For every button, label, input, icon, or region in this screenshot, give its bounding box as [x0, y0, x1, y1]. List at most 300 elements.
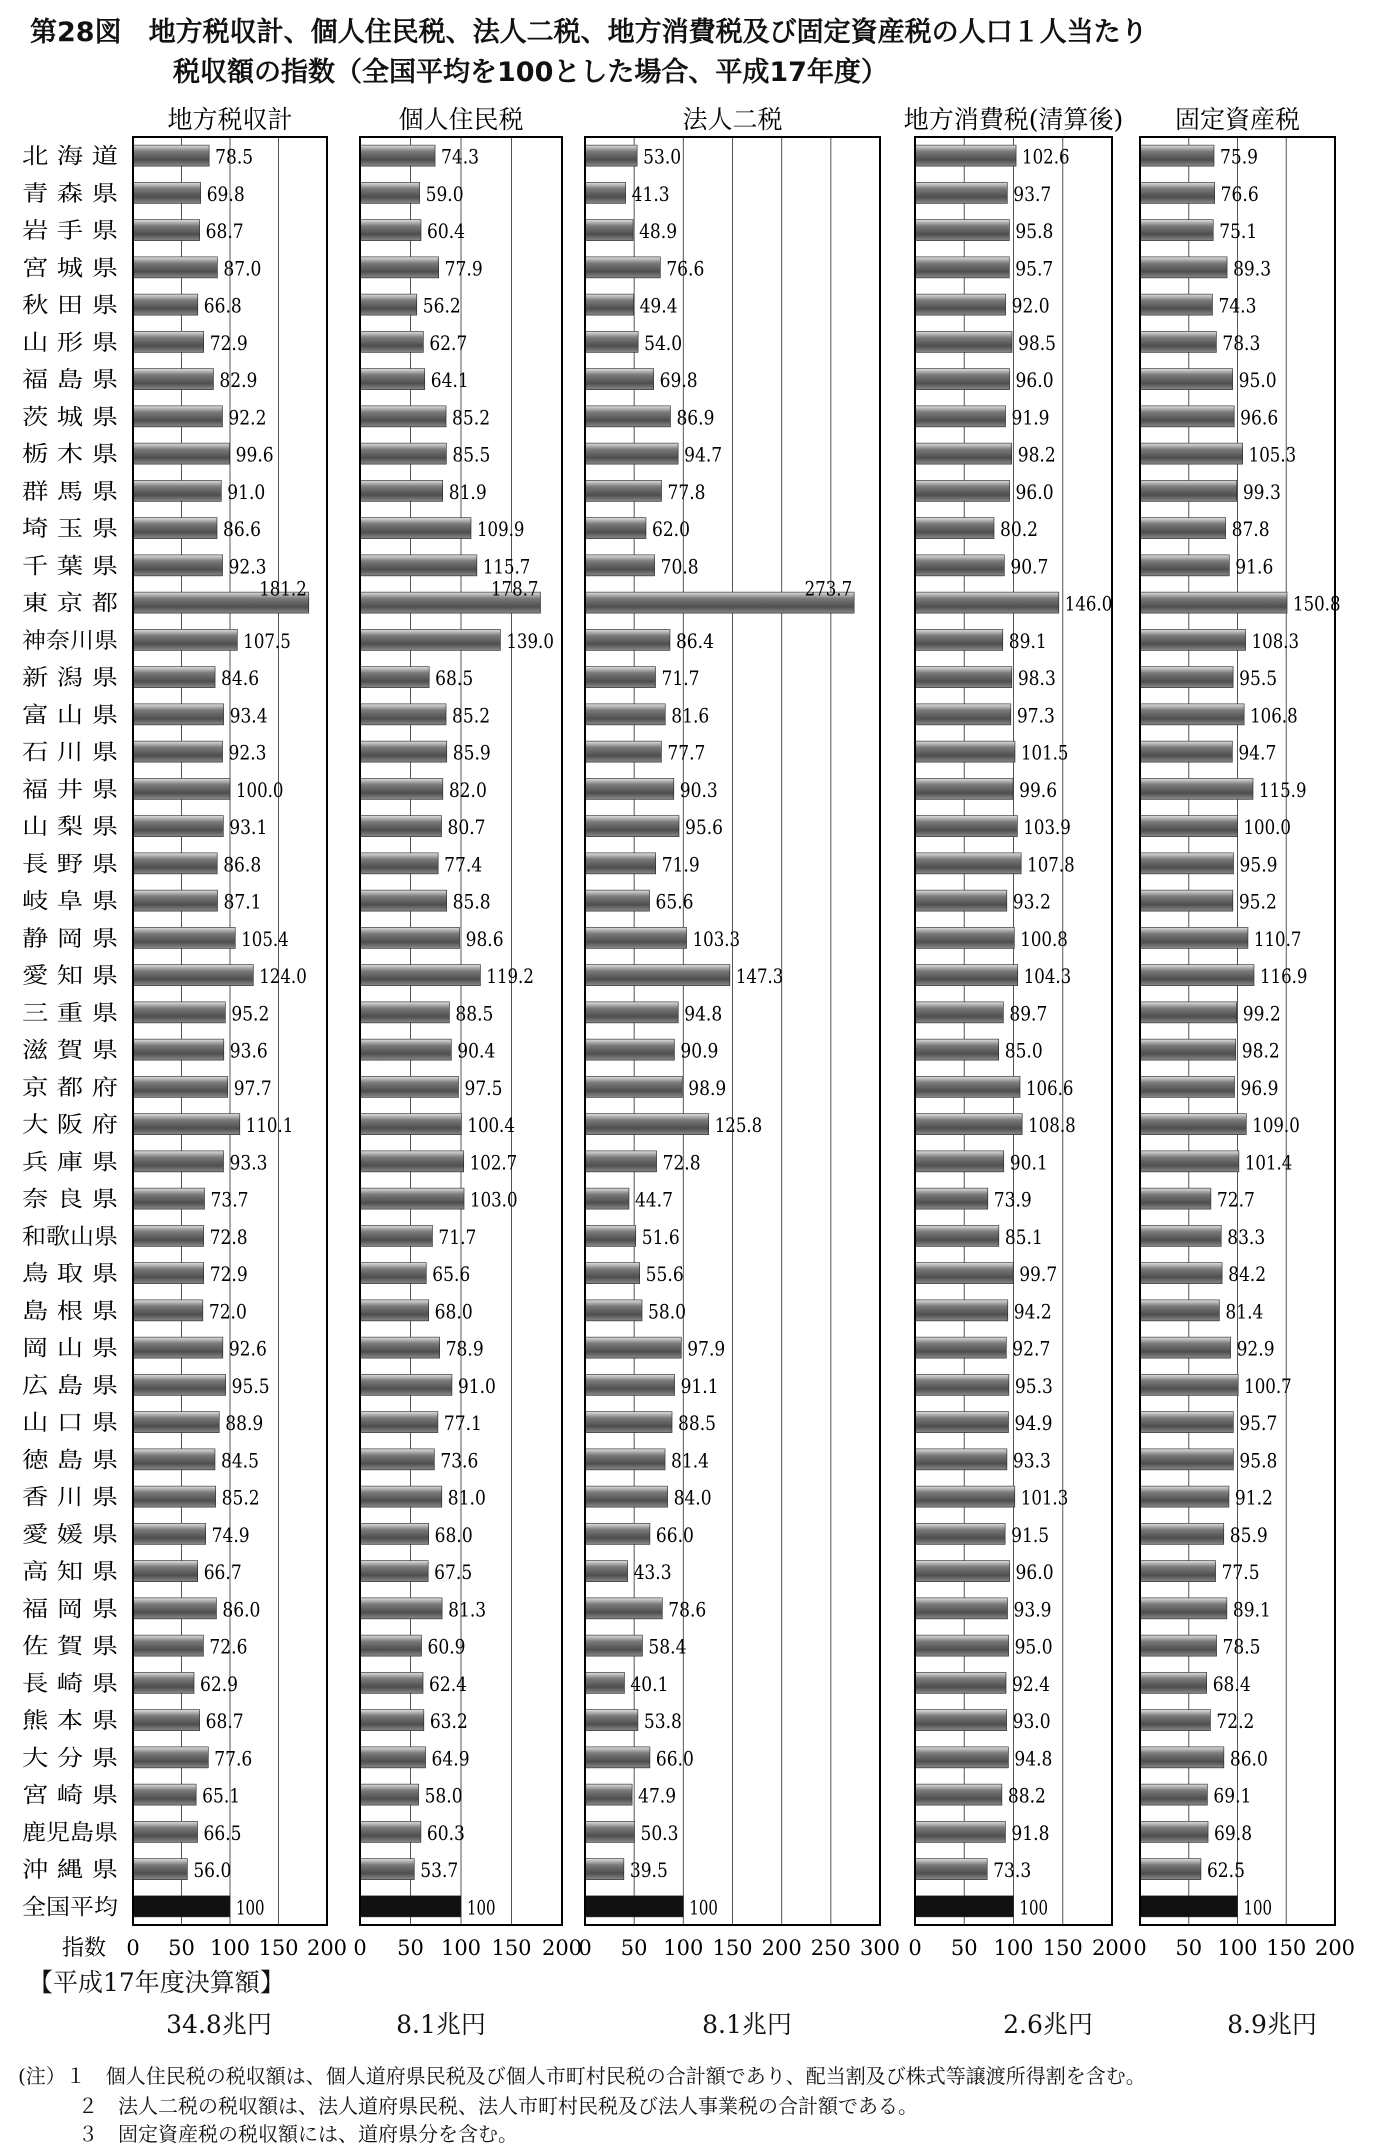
bar	[1140, 555, 1229, 576]
data-label: 94.8	[684, 1001, 723, 1026]
bar	[585, 294, 634, 315]
bar	[133, 145, 209, 166]
category-label: 鹿児島県	[22, 1820, 118, 1846]
bar	[360, 1337, 440, 1358]
bar	[1140, 1337, 1231, 1358]
data-label: 67.5	[434, 1560, 473, 1585]
data-label: 100.4	[467, 1113, 515, 1138]
bar	[360, 443, 446, 464]
bar	[133, 257, 217, 278]
category-label: 鳥 取 県	[22, 1262, 118, 1288]
data-label: 71.7	[661, 666, 700, 691]
bar	[585, 1039, 674, 1060]
data-label: 96.0	[1015, 479, 1054, 504]
category-label: 福 岡 県	[22, 1597, 118, 1623]
bar	[360, 890, 447, 911]
bar	[585, 220, 633, 241]
bar	[585, 853, 656, 874]
bar	[360, 741, 447, 762]
bar	[360, 182, 420, 203]
tick-label: 250	[810, 1936, 851, 1960]
data-label: 98.2	[1017, 442, 1056, 467]
data-label: 101.5	[1020, 740, 1069, 765]
tick-label: 0	[1133, 1936, 1147, 1960]
bar	[585, 1561, 628, 1582]
bar	[1140, 629, 1246, 650]
data-label: 88.2	[1007, 1783, 1046, 1808]
bar	[585, 965, 730, 986]
bar	[360, 1002, 449, 1023]
bar	[133, 667, 215, 688]
data-label: 89.1	[1008, 628, 1047, 653]
bar	[1140, 1002, 1237, 1023]
data-label: 105.4	[241, 926, 289, 951]
data-label: 100	[467, 1895, 496, 1920]
tick-label: 0	[126, 1936, 140, 1960]
data-label: 81.6	[671, 703, 710, 728]
data-label: 99.2	[1242, 1001, 1281, 1026]
data-label: 86.8	[223, 852, 262, 877]
data-label: 89.7	[1009, 1001, 1048, 1026]
bar	[585, 406, 670, 427]
note-2: ２ 法人二税の税収額は、法人道府県民税、法人市町村民税及び法人事業税の合計額である。	[18, 2094, 918, 2118]
bar	[360, 369, 425, 390]
data-label: 78.6	[668, 1597, 707, 1622]
data-label: 181.2	[259, 576, 307, 601]
data-label: 95.5	[231, 1373, 270, 1398]
bar	[1140, 1561, 1216, 1582]
data-label: 139.0	[506, 628, 554, 653]
bar	[1140, 927, 1248, 948]
tick-label: 50	[620, 1936, 648, 1960]
data-label: 64.9	[431, 1746, 470, 1771]
data-label: 109.9	[476, 517, 525, 542]
data-label: 51.6	[641, 1224, 680, 1249]
bar	[360, 1076, 458, 1097]
bar	[360, 555, 477, 576]
category-label: 愛 知 県	[22, 964, 118, 990]
data-label: 100	[236, 1895, 265, 1920]
settlement-amount-property: 8.9兆円	[1227, 2010, 1317, 2039]
data-label: 93.3	[1012, 1448, 1051, 1473]
bar	[585, 331, 638, 352]
category-label: 秋 田 県	[22, 293, 118, 319]
data-label: 84.5	[220, 1448, 259, 1473]
bar	[1140, 1784, 1207, 1805]
bar	[915, 443, 1012, 464]
data-label: 91.5	[1011, 1522, 1050, 1547]
bar	[1140, 1710, 1210, 1731]
bar	[915, 741, 1015, 762]
category-label: 長 崎 県	[22, 1671, 118, 1697]
data-label: 66.5	[203, 1820, 242, 1845]
data-label: 72.8	[209, 1224, 248, 1249]
bar	[1140, 369, 1233, 390]
data-label: 69.8	[659, 368, 698, 393]
data-label: 124.0	[259, 964, 307, 989]
bar	[1140, 816, 1238, 837]
bar	[133, 294, 198, 315]
bar	[133, 443, 230, 464]
panel-title: 地方消費税(清算後)	[903, 105, 1124, 134]
data-label: 95.8	[1239, 1448, 1278, 1473]
category-label: 山 形 県	[22, 330, 118, 356]
data-label: 95.9	[1239, 852, 1278, 877]
bar	[915, 480, 1010, 501]
bar	[360, 1598, 442, 1619]
bar	[915, 1039, 999, 1060]
bar	[1140, 443, 1243, 464]
bar	[360, 853, 438, 874]
data-label: 72.9	[209, 1262, 248, 1287]
data-label: 104.3	[1023, 964, 1072, 989]
data-label: 85.9	[452, 740, 491, 765]
bar	[585, 778, 674, 799]
bar	[1140, 1859, 1201, 1880]
bar	[133, 406, 222, 427]
data-label: 83.3	[1227, 1224, 1266, 1249]
data-label: 85.1	[1004, 1224, 1043, 1249]
bar	[360, 927, 460, 948]
data-label: 109.0	[1252, 1113, 1300, 1138]
bar	[360, 1561, 428, 1582]
bar	[585, 1784, 632, 1805]
average-bar	[1140, 1896, 1238, 1917]
data-label: 86.9	[676, 405, 715, 430]
category-label: 大 分 県	[22, 1746, 118, 1772]
bar	[915, 1523, 1005, 1544]
data-label: 96.9	[1240, 1075, 1279, 1100]
bar	[133, 518, 217, 539]
data-label: 56.2	[422, 293, 461, 318]
data-label: 92.7	[1012, 1336, 1051, 1361]
bar	[133, 1859, 187, 1880]
data-label: 98.2	[1241, 1038, 1280, 1063]
bar	[585, 1821, 634, 1842]
bar	[360, 145, 435, 166]
data-label: 95.5	[1239, 666, 1278, 691]
data-label: 92.9	[1236, 1336, 1275, 1361]
note-1: (注）１ 個人住民税の税収額は、個人道府県民税及び個人市町村民税の合計額であり、配当割及び株式等譲渡所得割を含む。	[18, 2064, 1146, 2088]
bar	[360, 1188, 464, 1209]
settlement-amount-consumption: 2.6兆円	[1003, 2010, 1093, 2039]
data-label: 90.3	[679, 777, 718, 802]
data-label: 146.0	[1064, 591, 1113, 616]
bar	[585, 1412, 672, 1433]
data-label: 92.6	[228, 1336, 267, 1361]
bar	[133, 1561, 198, 1582]
bar	[1140, 257, 1227, 278]
data-label: 65.6	[655, 889, 694, 914]
data-label: 74.9	[211, 1522, 250, 1547]
bar	[585, 1449, 665, 1470]
bar	[915, 927, 1014, 948]
bar	[360, 1859, 414, 1880]
data-label: 92.3	[228, 740, 267, 765]
category-label: 和歌山県	[22, 1224, 118, 1250]
data-label: 85.5	[452, 442, 491, 467]
data-label: 41.3	[631, 181, 670, 206]
tick-label: 150	[258, 1936, 299, 1960]
bar	[915, 1486, 1015, 1507]
category-label: 岡 山 県	[22, 1336, 118, 1362]
bar	[133, 778, 230, 799]
data-label: 93.2	[1012, 889, 1051, 914]
data-label: 64.1	[430, 368, 469, 393]
bar	[1140, 1449, 1233, 1470]
tick-label: 200	[306, 1936, 348, 1960]
data-label: 95.0	[1014, 1634, 1053, 1659]
bar	[1140, 1076, 1234, 1097]
tick-label: 0	[578, 1936, 592, 1960]
data-label: 100.0	[236, 777, 284, 802]
data-label: 88.9	[225, 1411, 264, 1436]
data-label: 75.9	[1220, 144, 1259, 169]
average-bar	[915, 1896, 1014, 1917]
data-label: 107.8	[1027, 852, 1075, 877]
data-label: 69.8	[1214, 1820, 1253, 1845]
bar	[1140, 406, 1234, 427]
data-label: 62.5	[1206, 1858, 1245, 1883]
data-label: 78.5	[1222, 1634, 1261, 1659]
data-label: 86.6	[223, 517, 262, 542]
bar	[133, 1002, 225, 1023]
data-label: 50.3	[640, 1820, 679, 1845]
average-bar	[133, 1896, 230, 1917]
bar	[915, 778, 1013, 799]
category-label: 山 口 県	[22, 1411, 118, 1437]
bar	[133, 1449, 215, 1470]
data-label: 53.7	[420, 1858, 459, 1883]
data-label: 75.1	[1219, 219, 1258, 244]
data-label: 71.9	[661, 852, 700, 877]
bar	[1140, 704, 1244, 725]
bar	[1140, 480, 1237, 501]
data-label: 71.7	[438, 1224, 477, 1249]
data-label: 97.9	[687, 1336, 726, 1361]
data-label: 76.6	[1220, 181, 1259, 206]
data-label: 65.1	[202, 1783, 241, 1808]
data-label: 108.8	[1028, 1113, 1076, 1138]
panel-1	[126, 105, 347, 1960]
data-label: 110.1	[245, 1113, 294, 1138]
data-label: 58.0	[424, 1783, 463, 1808]
data-label: 98.3	[1017, 666, 1056, 691]
category-label: 香 川 県	[22, 1485, 118, 1511]
bar	[133, 629, 237, 650]
tick-label: 0	[353, 1936, 367, 1960]
data-label: 93.4	[229, 703, 268, 728]
bar	[1140, 182, 1215, 203]
bar	[133, 1188, 204, 1209]
bar	[133, 1486, 216, 1507]
bar	[585, 1672, 624, 1693]
bar	[1140, 1821, 1208, 1842]
bar	[360, 1225, 432, 1246]
data-label: 93.3	[229, 1150, 268, 1175]
bar	[360, 518, 471, 539]
category-label: 埼 玉 県	[22, 517, 118, 543]
data-label: 89.1	[1232, 1597, 1271, 1622]
bar	[133, 1263, 204, 1284]
bar	[585, 1523, 650, 1544]
data-label: 87.8	[1231, 517, 1270, 542]
settlement-heading: 【平成17年度決算額】	[28, 1968, 285, 1997]
data-label: 92.3	[228, 554, 267, 579]
chart-title-line2: 税収額の指数（全国平均を100とした場合、平成17年度）	[173, 57, 888, 88]
bar	[585, 1151, 657, 1172]
data-label: 87.0	[223, 256, 262, 281]
bar	[915, 1635, 1009, 1656]
bar	[360, 220, 421, 241]
bar	[1140, 1114, 1246, 1135]
data-label: 90.9	[680, 1038, 719, 1063]
data-label: 115.7	[482, 554, 531, 579]
category-label: 北 海 道	[22, 144, 118, 170]
data-label: 82.9	[219, 368, 258, 393]
data-label: 97.3	[1016, 703, 1055, 728]
bar	[133, 1710, 200, 1731]
data-label: 90.4	[457, 1038, 496, 1063]
category-label: 広 島 県	[22, 1373, 118, 1399]
bar	[133, 182, 201, 203]
bar	[915, 220, 1009, 241]
category-label: 佐 賀 県	[22, 1634, 118, 1660]
bar	[915, 331, 1012, 352]
bar	[585, 555, 655, 576]
bar	[133, 816, 223, 837]
bar	[133, 369, 213, 390]
bar	[133, 480, 221, 501]
data-label: 98.6	[465, 926, 504, 951]
data-label: 81.4	[671, 1448, 710, 1473]
data-label: 100	[1019, 1895, 1048, 1920]
bar	[133, 890, 217, 911]
panel-title: 個人住民税	[398, 105, 524, 134]
bar	[585, 1002, 678, 1023]
bar	[585, 1225, 636, 1246]
data-label: 95.2	[1238, 889, 1277, 914]
data-label: 106.6	[1026, 1075, 1074, 1100]
bar	[585, 1337, 681, 1358]
data-label: 92.4	[1012, 1671, 1051, 1696]
data-label: 81.9	[448, 479, 487, 504]
category-label: 島 根 県	[22, 1299, 118, 1325]
bar	[915, 1710, 1007, 1731]
bar	[360, 1151, 464, 1172]
category-label: 徳 島 県	[22, 1448, 118, 1474]
data-label: 84.0	[673, 1485, 712, 1510]
bar	[915, 1859, 987, 1880]
bar	[585, 927, 687, 948]
bar	[360, 406, 446, 427]
bar	[133, 1225, 204, 1246]
tick-label: 50	[1175, 1936, 1203, 1960]
bar	[915, 1151, 1004, 1172]
bar	[1140, 853, 1234, 874]
bar	[585, 518, 646, 539]
data-label: 78.9	[445, 1336, 484, 1361]
tick-label: 200	[761, 1936, 802, 1960]
tick-label: 100	[1217, 1936, 1258, 1960]
bar	[360, 778, 443, 799]
bar	[915, 182, 1007, 203]
data-label: 119.2	[486, 964, 534, 989]
bar	[360, 1672, 423, 1693]
data-label: 101.4	[1244, 1150, 1293, 1175]
bar	[133, 1635, 203, 1656]
bar	[133, 1672, 194, 1693]
category-label: 福 島 県	[22, 368, 118, 394]
bar	[360, 816, 442, 837]
category-label: 岐 阜 県	[22, 889, 118, 915]
tick-label: 0	[908, 1936, 922, 1960]
data-label: 78.5	[215, 144, 254, 169]
data-label: 100.0	[1243, 815, 1291, 840]
bar	[915, 555, 1004, 576]
data-label: 91.2	[1234, 1485, 1273, 1510]
data-label: 100	[1243, 1895, 1272, 1920]
bar	[585, 1598, 662, 1619]
data-label: 115.9	[1259, 777, 1307, 802]
data-label: 94.7	[1238, 740, 1277, 765]
bar	[915, 257, 1009, 278]
data-label: 68.4	[1212, 1671, 1251, 1696]
category-label: 青 森 県	[22, 181, 118, 207]
tick-label: 100	[209, 1936, 251, 1960]
data-label: 92.0	[1011, 293, 1050, 318]
bar	[585, 667, 656, 688]
category-label: 茨 城 県	[22, 405, 118, 431]
bar	[585, 890, 650, 911]
data-label: 68.7	[205, 1709, 244, 1734]
bar	[585, 1188, 629, 1209]
bar	[915, 1188, 988, 1209]
bar	[1140, 1225, 1221, 1246]
category-label: 愛 媛 県	[22, 1522, 118, 1548]
data-label: 93.9	[1013, 1597, 1052, 1622]
data-label: 74.3	[1218, 293, 1257, 318]
data-label: 89.3	[1233, 256, 1272, 281]
data-label: 77.1	[443, 1411, 482, 1436]
category-label: 高 知 県	[22, 1560, 118, 1586]
bar	[133, 1747, 208, 1768]
bar	[133, 1300, 203, 1321]
data-label: 40.1	[630, 1671, 669, 1696]
bar	[360, 1374, 452, 1395]
data-label: 99.6	[1019, 777, 1058, 802]
data-label: 68.0	[434, 1299, 473, 1324]
bar	[360, 257, 439, 278]
data-label: 98.5	[1018, 330, 1057, 355]
tick-label: 100	[663, 1936, 704, 1960]
data-label: 93.1	[229, 815, 268, 840]
data-label: 103.3	[692, 926, 741, 951]
data-label: 82.0	[448, 777, 487, 802]
category-label: 千 葉 県	[22, 554, 118, 580]
bar	[915, 853, 1021, 874]
data-label: 59.0	[425, 181, 464, 206]
data-label: 77.7	[667, 740, 706, 765]
bar	[133, 853, 217, 874]
bar	[1140, 1188, 1211, 1209]
bar	[360, 1412, 438, 1433]
bar	[1140, 965, 1254, 986]
data-label: 86.0	[1229, 1746, 1268, 1771]
category-label: 山 梨 県	[22, 815, 118, 841]
bar	[360, 965, 480, 986]
data-label: 85.8	[452, 889, 491, 914]
